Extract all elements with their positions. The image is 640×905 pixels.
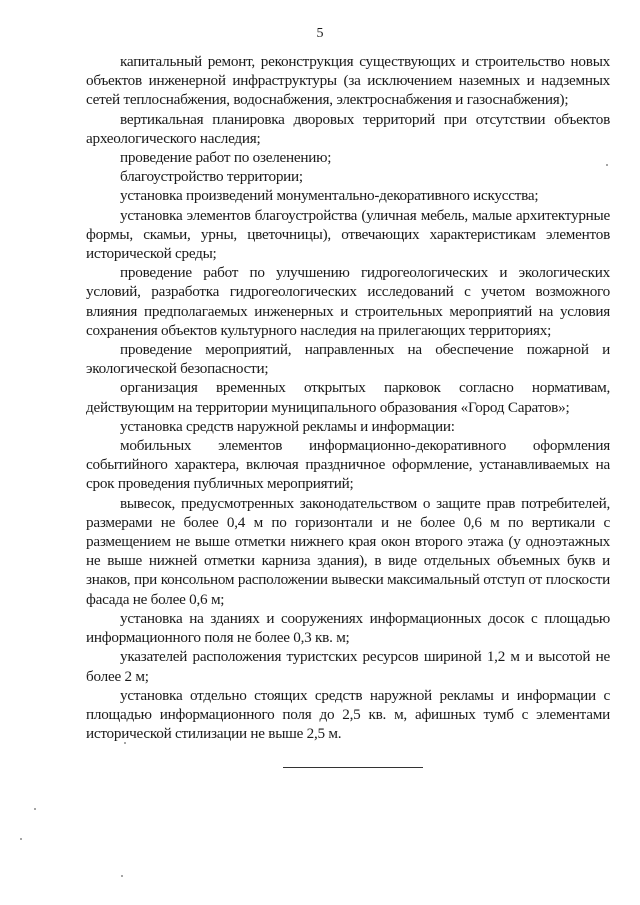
document-body [86,52,610,743]
paragraph-information-boards: установка на зданиях и сооружениях информационных досок с площадью информационного поля не более 0,3 кв. м; [86,609,610,647]
paragraph-mobile-elements: мобильных элементов информационно-декоративного оформления событийного характера, включая праздничное оформление, устанавливаемых на срок проведения публичных мероприятий; [86,437,610,493]
paragraph-advertising: установка средств наружной рекламы и информации: [120,417,455,435]
paragraph-signboards: вывесок, предусмотренных законодательством о защите прав потребителей, размерами не более 0,4 м по горизонтали и не более 0,6 м по вертикали с размещением не выше отметки нижнего края окон второго этажа (у одноэтажных не выше нижней отметки карниза здания), в виде отдельных объемных букв и знаков, при консольном расположении вывески максимальный отступ от плоскости фасада не более 0,6 м; [86,494,610,608]
scan-speck [606,164,608,166]
paragraph-capital-repair: капитальный ремонт, реконструкция существующих и строительство новых объектов инженерной инфраструктуры (за исключением наземных и надземных сетей теплоснабжения, водоснабжения, электроснабжения и газоснабжения); [86,53,610,109]
paragraph-monumental-art: установка произведений монументально-декоративного искусства; [120,187,539,205]
paragraph-landscape-elements: установка элементов благоустройства (уличная мебель, малые архитектурные формы, скамьи, урны, цветочницы), отвечающих характеристикам элементов исторической среды; [86,206,610,263]
scan-speck [34,808,36,810]
paragraph-freestanding-advertising: установка отдельно стоящих средств наружной рекламы и информации с площадью информационного поля до 2,5 кв. м, афишных тумб с элементами исторической стилизации не выше 2,5 м. [86,686,610,743]
closing-rule [283,767,423,768]
scan-speck [121,875,123,877]
page-number: 5 [316,26,324,41]
paragraph-fire-safety: проведение мероприятий, направленных на обеспечение пожарной и экологической безопасности; [86,341,610,378]
paragraph-landscaping: благоустройство территории; [120,168,303,186]
scan-speck [20,838,22,840]
paragraph-greening: проведение работ по озеленению; [120,149,332,167]
paragraph-hydrogeology: проведение работ по улучшению гидрогеологических и экологических условий, разработка гидрогеологических исследований с учетом возможного влияния предполагаемых инженерных и строительных мероприятий на условия сохранения объектов культурного наследия на прилегающих территориях; [86,264,610,339]
paragraph-tourist-signs: указателей расположения туристских ресурсов шириной 1,2 м и высотой не более 2 м; [86,648,610,685]
paragraph-vertical-planning: вертикальная планировка дворовых территорий при отсутствии объектов археологического наследия; [86,110,610,147]
paragraph-temporary-parking: организация временных открытых парковок согласно нормативам, действующим на территории муниципального образования «Город Саратов»; [86,379,610,416]
scan-speck [124,742,126,744]
